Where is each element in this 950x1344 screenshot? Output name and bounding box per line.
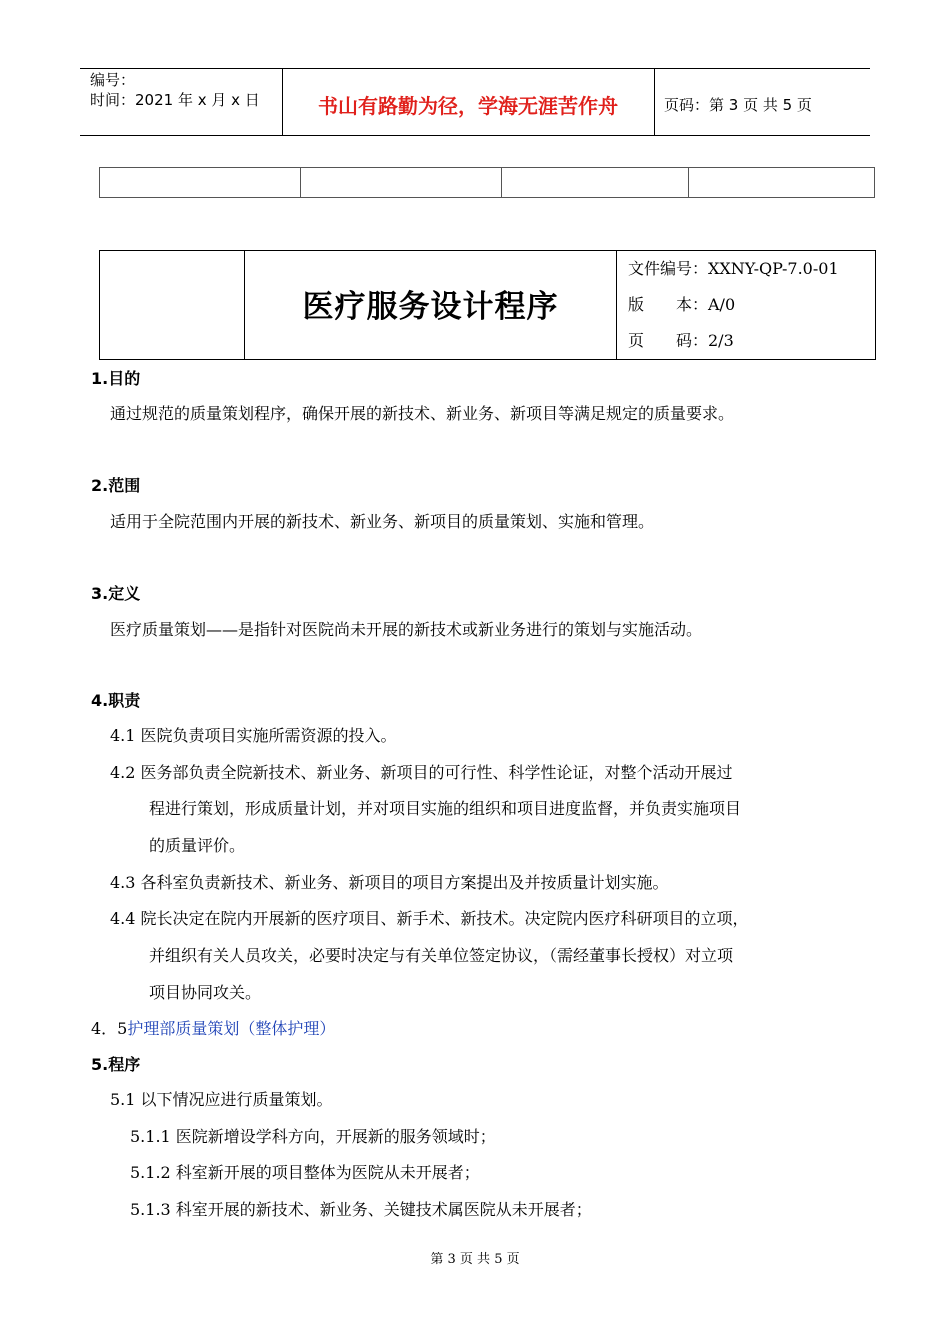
list-item-4-5-link[interactable]: 护理部质量策划（整体护理） bbox=[127, 1019, 336, 1038]
list-item-4-1: 4.1 医院负责项目实施所需资源的投入。 bbox=[110, 726, 397, 745]
table-cell-divider bbox=[688, 168, 689, 197]
header-date-label: 时间：2021 年 x 月 x 日 bbox=[90, 91, 260, 109]
list-item-4-4-cont: 项目协同攻关。 bbox=[149, 983, 262, 1002]
header-page-info: 页码：第 3 页 共 5 页 bbox=[664, 96, 812, 114]
list-item-4-2: 4.2 医务部负责全院新技术、新业务、新项目的可行性、科学性论证，对整个活动开展过 bbox=[110, 763, 733, 782]
page-code: 页 码：2/3 bbox=[628, 331, 734, 350]
section-text-definition: 医疗质量策划——是指针对医院尚未开展的新技术或新业务进行的策划与实施活动。 bbox=[110, 620, 703, 639]
section-heading-responsibilities: 4.职责 bbox=[91, 691, 141, 710]
title-block-divider bbox=[616, 251, 617, 359]
page-footer: 第 3 页 共 5 页 bbox=[430, 1252, 520, 1267]
file-number: 文件编号：XXNY-QP-7.0-01 bbox=[628, 259, 839, 278]
table-cell-divider bbox=[501, 168, 502, 197]
list-item-4-4: 4.4 院长决定在院内开展新的医疗项目、新手术、新技术。决定院内医疗科研项目的立项， bbox=[110, 909, 749, 928]
list-item-4-5[interactable] bbox=[91, 1016, 335, 1039]
section-heading-scope: 2.范围 bbox=[91, 476, 141, 495]
list-item-4-4-cont: 并组织有关人员攻关，必要时决定与有关单位签定协议，（需经董事长授权）对立项 bbox=[149, 946, 734, 965]
list-item-5-1-1: 5.1.1 医院新增设学科方向，开展新的服务领域时； bbox=[130, 1127, 496, 1146]
blank-table bbox=[99, 167, 875, 198]
list-item-5-1-2: 5.1.2 科室新开展的项目整体为医院从未开展者； bbox=[130, 1163, 480, 1182]
document-title-block bbox=[99, 250, 876, 360]
table-cell-divider bbox=[300, 168, 301, 197]
section-text-scope: 适用于全院范围内开展的新技术、新业务、新项目的质量策划、实施和管理。 bbox=[110, 512, 655, 531]
list-item-4-5-number: 4．5 bbox=[91, 1019, 128, 1038]
section-heading-definition: 3.定义 bbox=[91, 584, 141, 603]
list-item-5-1-3: 5.1.3 科室开展的新技术、新业务、关键技术属医院从未开展者； bbox=[130, 1200, 592, 1219]
document-title: 医疗服务设计程序 bbox=[302, 289, 559, 325]
header-code-label: 编号： bbox=[90, 71, 136, 89]
header-top-rule bbox=[80, 68, 870, 69]
list-item-4-3: 4.3 各科室负责新技术、新业务、新项目的项目方案提出及并按质量计划实施。 bbox=[110, 873, 669, 892]
version: 版 本：A/0 bbox=[628, 295, 736, 314]
list-item-4-2-cont: 的质量评价。 bbox=[149, 836, 246, 855]
header-bottom-rule bbox=[80, 135, 870, 136]
section-heading-procedure: 5.程序 bbox=[91, 1055, 141, 1074]
section-text-purpose: 通过规范的质量策划程序，确保开展的新技术、新业务、新项目等满足规定的质量要求。 bbox=[110, 404, 735, 423]
section-heading-purpose: 1.目的 bbox=[91, 369, 141, 388]
header-divider bbox=[654, 68, 655, 135]
header-left-cell bbox=[90, 70, 260, 110]
list-item-5-1: 5.1 以下情况应进行质量策划。 bbox=[110, 1090, 333, 1109]
list-item-4-2-cont: 程进行策划，形成质量计划，并对项目实施的组织和项目进度监督，并负责实施项目 bbox=[149, 799, 742, 818]
header-motto: 书山有路勤为径，学海无涯苦作舟 bbox=[318, 94, 618, 118]
